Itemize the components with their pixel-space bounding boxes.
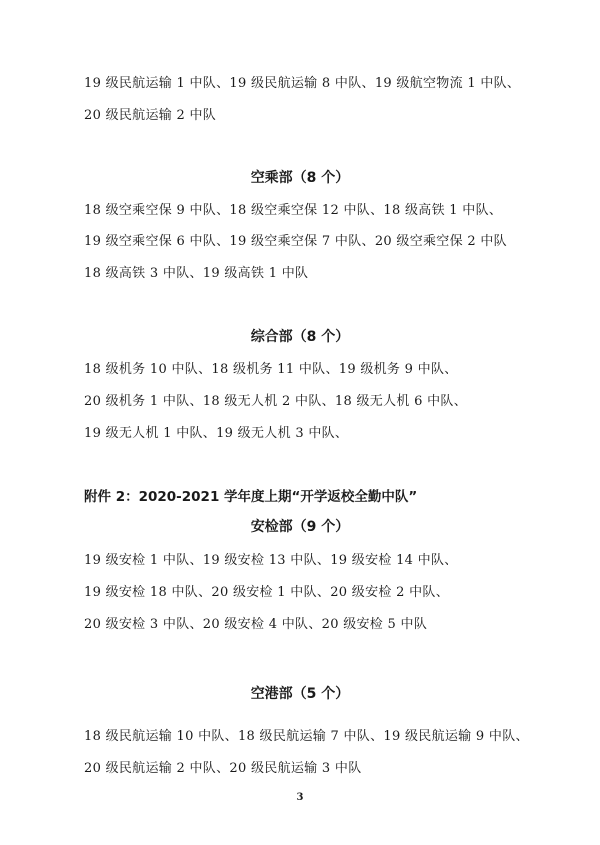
text-line: 20 级机务 1 中队、18 级无人机 2 中队、18 级无人机 6 中队、 bbox=[84, 394, 468, 409]
page-number: 3 bbox=[296, 792, 304, 803]
text-line: 19 级空乘空保 6 中队、19 级空乘空保 7 中队、20 级空乘空保 2 中队 bbox=[84, 234, 507, 249]
text-line: 18 级空乘空保 9 中队、18 级空乘空保 12 中队、18 级高铁 1 中队、 bbox=[84, 203, 503, 218]
text-line: 19 级安检 1 中队、19 级安检 13 中队、19 级安检 14 中队、 bbox=[84, 553, 458, 568]
text-line: 19 级民航运输 1 中队、19 级民航运输 8 中队、19 级航空物流 1 中队、 bbox=[84, 76, 521, 91]
section-heading-konggang: 空港部（5 个） bbox=[250, 686, 350, 702]
text-line: 18 级高铁 3 中队、19 级高铁 1 中队 bbox=[84, 266, 309, 281]
text-line: 19 级安检 18 中队、20 级安检 1 中队、20 级安检 2 中队、 bbox=[84, 585, 450, 600]
text-line: 18 级机务 10 中队、18 级机务 11 中队、19 级机务 9 中队、 bbox=[84, 362, 458, 377]
text-line: 20 级安检 3 中队、20 级安检 4 中队、20 级安检 5 中队 bbox=[84, 617, 428, 632]
text-line: 19 级无人机 1 中队、19 级无人机 3 中队、 bbox=[84, 426, 349, 441]
section-heading-kongcheng: 空乘部（8 个） bbox=[250, 170, 350, 186]
section-heading-anjian: 安检部（9 个） bbox=[250, 519, 350, 535]
text-line: 20 级民航运输 2 中队 bbox=[84, 108, 217, 123]
attachment-title: 附件 2：2020-2021 学年度上期“开学返校全勤中队” bbox=[84, 489, 418, 505]
section-heading-zonghe: 综合部（8 个） bbox=[250, 329, 350, 345]
text-line: 18 级民航运输 10 中队、18 级民航运输 7 中队、19 级民航运输 9 中队、 bbox=[84, 729, 529, 744]
text-line: 20 级民航运输 2 中队、20 级民航运输 3 中队 bbox=[84, 761, 362, 776]
